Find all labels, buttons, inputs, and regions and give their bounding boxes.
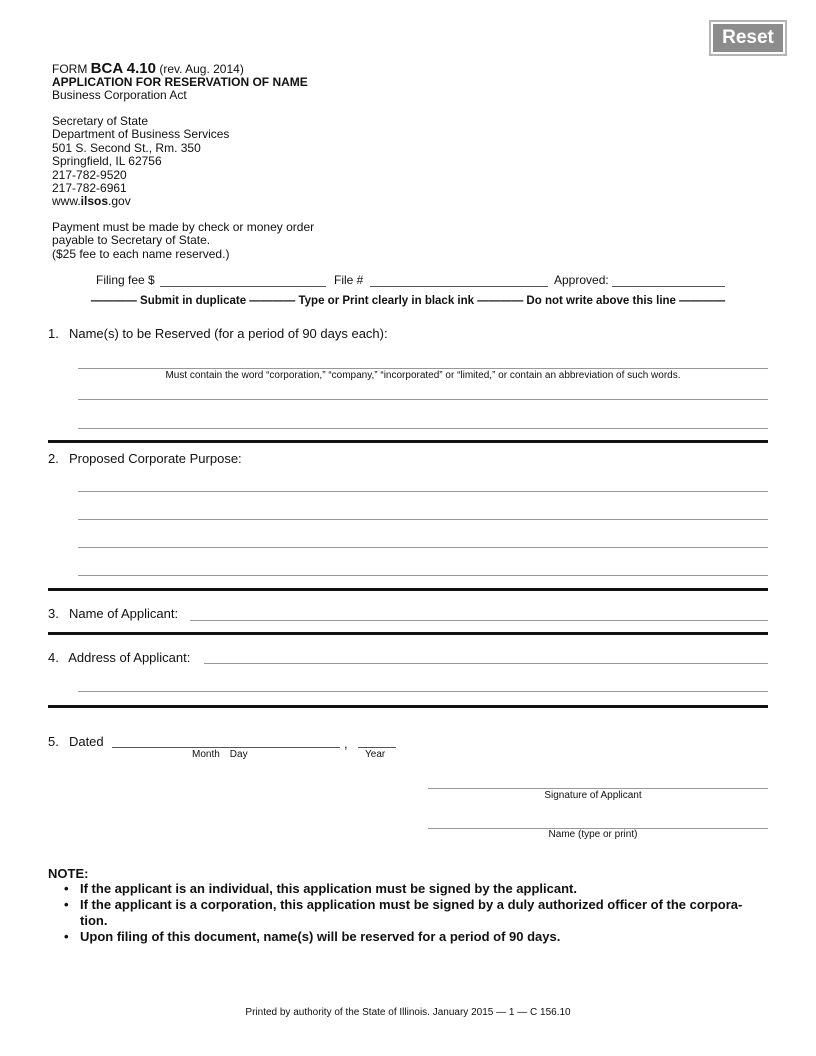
- reserved-name-line-1: [78, 368, 768, 369]
- reset-button[interactable]: Reset: [709, 20, 787, 56]
- dated-month-day-line: [112, 747, 340, 748]
- approved-label: Approved:: [554, 273, 609, 287]
- office-line: 217-782-9520: [52, 167, 127, 182]
- section-divider: [48, 632, 768, 635]
- signature-line: [428, 788, 768, 789]
- payment-line: payable to Secretary of State.: [52, 233, 211, 248]
- list-item: • If the applicant is a corporation, this application must be signed by a duly authorized officer of the corpora-tion.: [64, 897, 743, 928]
- reserved-name-line-2: [78, 399, 768, 400]
- applicant-address-input-2[interactable]: [78, 675, 768, 691]
- approved-line: [612, 286, 725, 287]
- office-line: 501 S. Second St., Rm. 350: [52, 140, 201, 155]
- payment-line: ($25 fee to each name reserved.): [52, 246, 230, 261]
- printed-name-caption: Name (type or print): [548, 829, 638, 840]
- signature-input[interactable]: [428, 772, 768, 788]
- purpose-input-2[interactable]: [78, 503, 768, 519]
- applicant-address-line-2: [78, 691, 768, 692]
- file-number-label: File #: [334, 273, 364, 287]
- printed-name-input[interactable]: [428, 812, 768, 828]
- form-revision: (rev. Aug. 2014): [159, 62, 244, 76]
- applicant-name-line: [190, 620, 768, 621]
- filing-fee-line: [160, 286, 326, 287]
- section-divider: [48, 705, 768, 708]
- purpose-line-4: [78, 575, 768, 576]
- office-website: www.ilsos.gov: [52, 194, 131, 209]
- applicant-address-line-1: [204, 663, 768, 664]
- office-address: [52, 115, 229, 209]
- dated-year-line: [358, 747, 396, 748]
- section-divider: [48, 440, 768, 443]
- office-line: 217-782-6961: [52, 181, 127, 196]
- list-item: • Upon filing of this document, name(s) will be reserved for a period of 90 days.: [64, 929, 561, 944]
- note-list: [52, 881, 768, 945]
- dated-year-input[interactable]: [358, 731, 396, 747]
- purpose-line-3: [78, 547, 768, 548]
- reserved-name-input-3[interactable]: [78, 412, 768, 428]
- filing-fee-label: Filing fee $: [96, 273, 155, 287]
- month-day-caption: Month Day: [192, 749, 248, 760]
- form-act: Business Corporation Act: [52, 88, 187, 102]
- reserved-name-line-3: [78, 428, 768, 429]
- office-instructions: ———— Submit in duplicate ———— Type or Print clearly in black ink ———— Do not write above this line ————: [90, 295, 726, 307]
- reserved-name-input-2[interactable]: [78, 383, 768, 399]
- item4-label: 4. Address of Applicant:: [48, 650, 191, 665]
- item1-label: 1. Name(s) to be Reserved (for a period of 90 days each):: [48, 326, 388, 341]
- purpose-line-1: [78, 491, 768, 492]
- form-title: APPLICATION FOR RESERVATION OF NAME: [52, 75, 308, 89]
- file-number-line: [370, 286, 548, 287]
- purpose-input-1[interactable]: [78, 475, 768, 491]
- applicant-name-input[interactable]: [190, 604, 768, 620]
- purpose-line-2: [78, 519, 768, 520]
- item1-note: Must contain the word “corporation,” “company,” “incorporated” or “limited,” or contain an abbreviation of such words.: [165, 370, 681, 381]
- office-line: Department of Business Services: [52, 127, 230, 142]
- form-number: BCA 4.10: [90, 60, 156, 77]
- applicant-address-input-1[interactable]: [204, 647, 768, 663]
- item3-label: 3. Name of Applicant:: [48, 606, 179, 621]
- office-line: Secretary of State: [52, 114, 149, 128]
- payment-info: [52, 221, 314, 261]
- year-caption: Year: [365, 749, 386, 760]
- purpose-input-3[interactable]: [78, 531, 768, 547]
- payment-line: Payment must be made by check or money order: [52, 220, 315, 234]
- office-line: Springfield, IL 62756: [52, 154, 162, 169]
- form-prefix: FORM: [52, 62, 88, 76]
- item2-label: 2. Proposed Corporate Purpose:: [48, 451, 242, 466]
- page-footer: Printed by authority of the State of Illinois. January 2015 — 1 — C 156.10: [245, 1007, 571, 1018]
- dated-month-day-input[interactable]: [112, 731, 340, 747]
- date-comma: ,: [344, 736, 348, 751]
- item5-label: 5. Dated: [48, 734, 104, 749]
- signature-caption: Signature of Applicant: [544, 790, 642, 801]
- section-divider: [48, 588, 768, 591]
- list-item: • If the applicant is an individual, this application must be signed by the applicant.: [64, 881, 577, 896]
- purpose-input-4[interactable]: [78, 559, 768, 575]
- note-heading: NOTE:: [48, 866, 89, 881]
- reserved-name-input-1[interactable]: [78, 352, 768, 368]
